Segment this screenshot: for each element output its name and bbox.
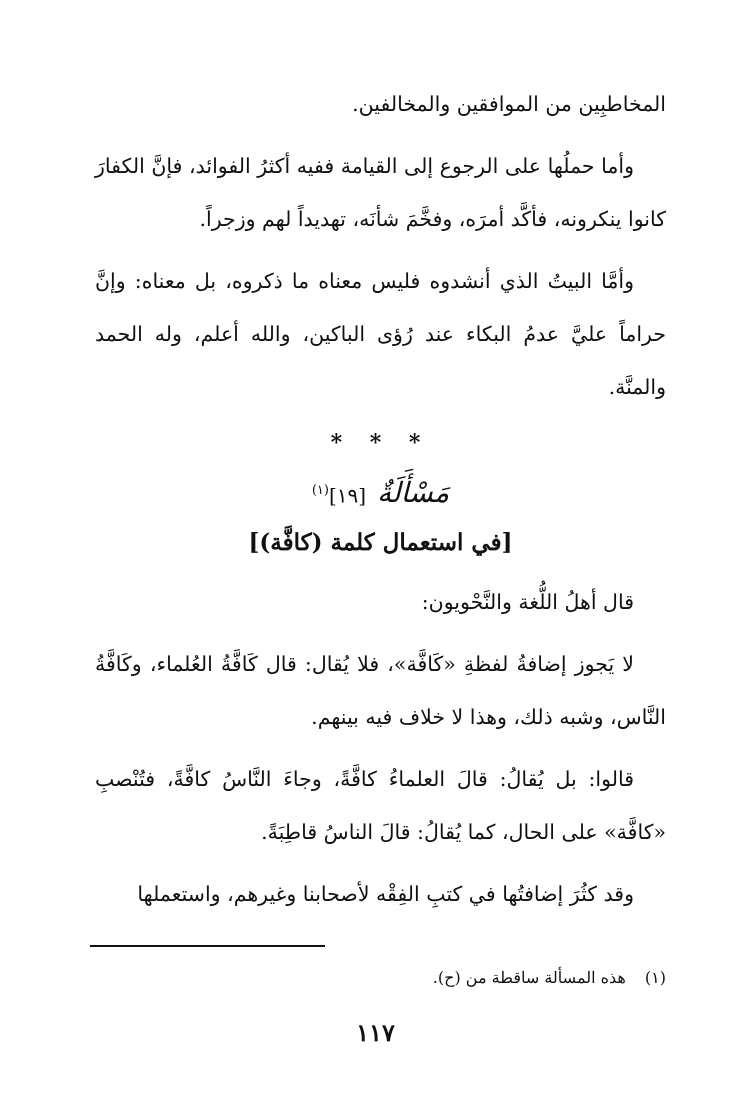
footnote-divider — [90, 945, 325, 947]
paragraph-4: قال أهلُ اللُّغة والنَّحْويون: — [421, 590, 634, 615]
paragraph-7: وقد كثُرَ إضافتُها في كتبِ الفِقْه لأصحابنا وغيرهم، واستعملها — [137, 882, 634, 907]
footnote-number: (١) — [644, 968, 666, 987]
paragraph-1: المخاطبِين من الموافقين والمخالفين. — [352, 92, 666, 116]
paragraph-6: قالوا: بل يُقالُ: قالَ العلماءُ كافَّةً، وجاءَ النَّاسُ كافَّةً، فتُنْصبِ «كافَّة» على الحال، كما يُقالُ: قالَ الناسُ قاطِبَةً. — [95, 767, 666, 845]
footnote — [433, 965, 666, 991]
page-body — [95, 70, 666, 1112]
footnote-reference: (١) — [311, 483, 329, 498]
page-number: ١١٧ — [356, 1018, 395, 1047]
paragraph-3: وأمَّا البيتُ الذي أنشدوه فليس معناه ما ذكروه، بل معناه: وإنَّ حراماً عليَّ عدمُ البكاء عند رُؤى الباكين، والله أعلم، وله الحمد والمنَّة. — [95, 269, 666, 399]
section-title: [في استعمال كلمة (كافَّة)] — [248, 529, 513, 557]
section-separator: * * * — [330, 430, 431, 456]
masala-number: [١٩] — [328, 483, 367, 508]
masala-heading — [95, 469, 666, 518]
paragraph-2: وأما حملُها على الرجوع إلى القيامة ففيه أكثرُ الفوائد، فإنَّ الكفارَ كانوا ينكرونه، فأكَّد أمرَه، وفخَّمَ شأنَه، تهديداً لهم وزجراً. — [95, 154, 666, 231]
masala-word: مَسْأَلَةٌ — [377, 476, 450, 510]
paragraph-5: لا يَجوز إضافةُ لفظةِ «كَافَّة»، فلا يُقال: قال كَافَّةُ العُلماء، وكَافَّةُ النَّاس، وشبه ذلك، وهذا لا خلاف فيه بينهم. — [95, 652, 666, 730]
footnote-text: هذه المسألة ساقطة من (ح). — [432, 968, 626, 987]
